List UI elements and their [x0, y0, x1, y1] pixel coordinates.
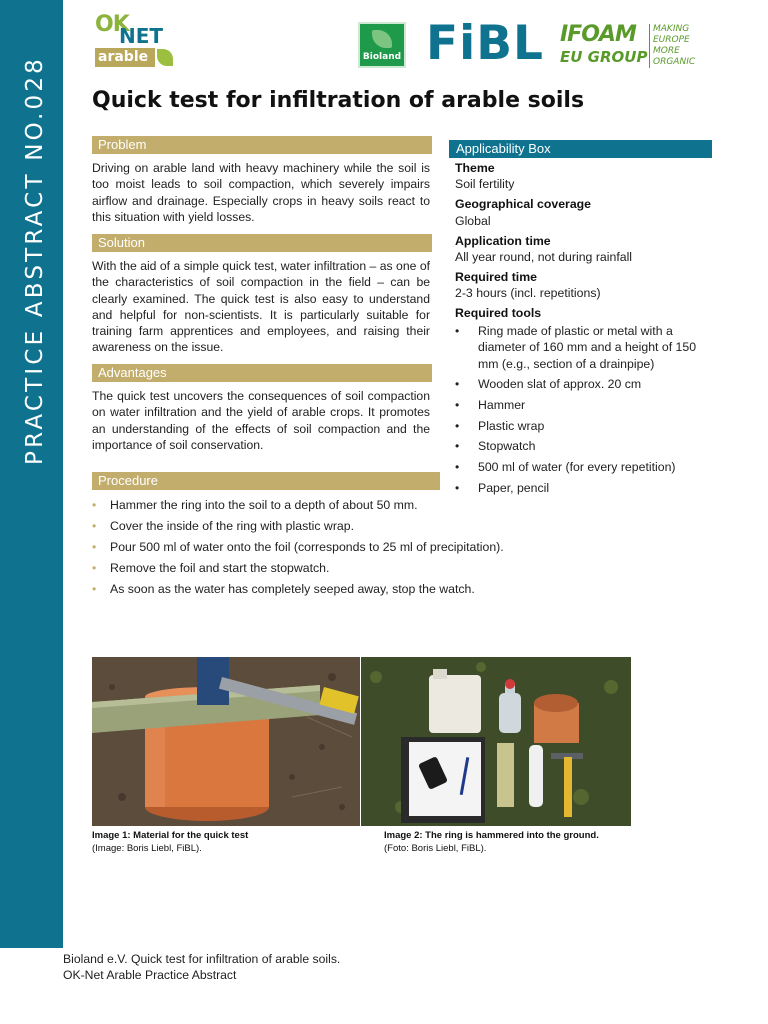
required-time-label: Required time [455, 270, 537, 284]
image-2-credit: (Foto: Boris Liebl, FiBL). [384, 842, 487, 854]
theme-label: Theme [455, 161, 495, 175]
footer-line-2: OK-Net Arable Practice Abstract [63, 968, 237, 982]
page-footer [63, 951, 340, 983]
ifoam-logo-name: IFOAM [560, 22, 636, 47]
tool-item: • Paper, pencil [455, 480, 705, 496]
photo-ring-hammered [92, 657, 360, 826]
problem-text: Driving on arable land with heavy machinery while the soil is too moist leads to soil compaction, which severely impairs airflow and drainage. Especially crops in heavy soils react to this situation with yield losses. [92, 161, 430, 224]
photo-materials [361, 657, 631, 826]
tool-item: • Hammer [455, 397, 705, 413]
oknet-logo-ok: OK [95, 12, 129, 37]
procedure-step: • Pour 500 ml of water onto the foil (corresponds to 25 ml of precipitation). [92, 539, 562, 555]
photo-materials-drawing [361, 657, 631, 826]
advantages-text: The quick test uncovers the consequences of soil compaction on water infiltration and the yield of arable crops. It promotes an understanding of the effects of soil compaction and the importance of soil conservation. [92, 389, 430, 452]
tool-item: • Wooden slat of approx. 20 cm [455, 376, 705, 392]
tool-item: • Plastic wrap [455, 418, 705, 434]
procedure-steps [92, 497, 562, 601]
image-2-caption-title: Image 2: The ring is hammered into the ground. [384, 830, 599, 841]
procedure-step: • Cover the inside of the ring with plastic wrap. [92, 518, 562, 534]
solution-text: With the aid of a simple quick test, water infiltration – as one of the characteristics of soil compaction in the field – can be clearly examined. The quick test is also easy to understand and helpful for non-scientists. It is particularly suitable for training farm apprentices and employees, and raising their awareness on the issue. [92, 259, 430, 355]
theme-value: Soil fertility [455, 177, 515, 191]
oknet-logo-arable: arable [95, 48, 155, 67]
ifoam-logo-tagline [653, 24, 695, 68]
procedure-header: Procedure [92, 472, 440, 490]
leaf-icon [372, 30, 392, 48]
image-1-credit: (Image: Boris Liebl, FiBL). [92, 842, 202, 854]
ifoam-tagline-line: MAKING [653, 24, 690, 34]
ifoam-eu-logo [560, 22, 700, 72]
tool-item: • 500 ml of water (for every repetition) [455, 459, 705, 475]
oknet-logo-net: NET [119, 24, 164, 48]
procedure-step: • Remove the foil and start the stopwatch. [92, 560, 562, 576]
practice-abstract-number: PRACTICE ABSTRACT NO.028 [22, 56, 48, 465]
page-title: Quick test for infiltration of arable soils [92, 88, 585, 113]
geographical-coverage-value: Global [455, 214, 491, 228]
applicability-box-header: Applicability Box [449, 140, 712, 158]
image-2-caption [384, 830, 599, 855]
ifoam-tagline-line: EUROPE [653, 35, 690, 45]
image-1-caption [92, 830, 248, 855]
image-1-caption-title: Image 1: Material for the quick test [92, 830, 249, 841]
ifoam-logo-divider [649, 24, 650, 68]
required-tools-list [455, 323, 705, 500]
ifoam-tagline-line: MORE [653, 46, 680, 56]
advantages-header: Advantages [92, 364, 432, 382]
sidebar-band [0, 0, 63, 948]
geographical-coverage-label: Geographical coverage [455, 197, 592, 211]
bioland-logo-text: Bioland [362, 52, 402, 62]
ifoam-tagline-line: ORGANIC [653, 57, 696, 67]
leaf-icon [157, 49, 173, 66]
oknet-arable-logo [93, 12, 183, 68]
problem-header: Problem [92, 136, 432, 154]
required-tools-label: Required tools [455, 306, 542, 320]
tool-item: • Stopwatch [455, 438, 705, 454]
solution-header: Solution [92, 234, 432, 252]
procedure-step: • As soon as the water has completely seeped away, stop the watch. [92, 581, 562, 597]
footer-line-1: Bioland e.V. Quick test for infiltration of arable soils. [63, 952, 341, 966]
bioland-logo [358, 22, 406, 68]
required-time-value: 2-3 hours (incl. repetitions) [455, 286, 601, 300]
photo-ring-hammered-drawing [92, 657, 360, 826]
procedure-step: • Hammer the ring into the soil to a depth of about 50 mm. [92, 497, 432, 513]
fibl-logo: FiBL [426, 16, 544, 71]
application-time-value: All year round, not during rainfall [455, 250, 633, 264]
ifoam-logo-group: EU GROUP [560, 48, 648, 66]
application-time-label: Application time [455, 234, 551, 248]
tool-item: • Ring made of plastic or metal with a diameter of 160 mm and a height of 150 mm (e.g., section of a drainpipe) [455, 323, 705, 372]
